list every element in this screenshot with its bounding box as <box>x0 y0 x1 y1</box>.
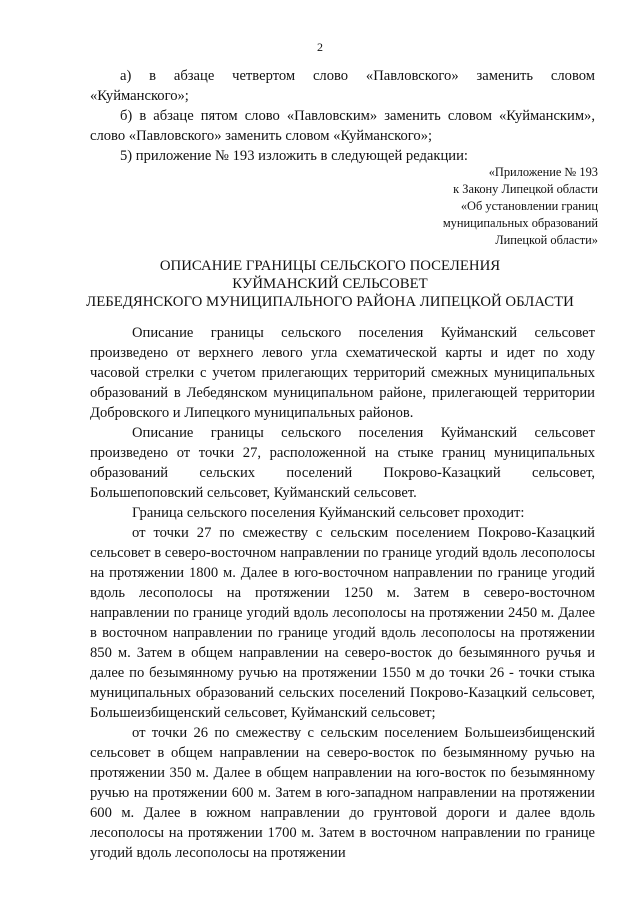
boundary-description <box>90 323 595 863</box>
page-number: 2 <box>317 40 323 54</box>
amendment-item-5: 5) приложение № 193 изложить в следующей редакции: <box>120 148 468 164</box>
amendment-item-a: а) в абзаце четвертом слово «Павловского» заменить словом «Куйманского»; <box>90 68 595 104</box>
title-line: ОПИСАНИЕ ГРАНИЦЫ СЕЛЬСКОГО ПОСЕЛЕНИЯ <box>159 258 501 274</box>
appendix-header <box>443 164 598 249</box>
body-paragraph: Описание границы сельского поселения Куйманский сельсовет произведено от верхнего левого угла схематической карты и идет по ходу часовой стрелки с учетом прилегающих территорий смежных муниципальных образований в Лебедянском муниципальном районе, прилегающей территории Добровского и Липецкого муниципальных районов. <box>90 325 595 421</box>
document-title <box>60 257 600 311</box>
body-paragraph: Граница сельского поселения Куйманский сельсовет проходит: <box>132 505 525 521</box>
appendix-line: «Приложение № 193 <box>488 165 598 179</box>
body-paragraph: Описание границы сельского поселения Куйманский сельсовет произведено от точки 27, расположенной на стыке границ муниципальных образований сельских поселений Покрово-Казацкий сельсовет, Большепоповский сельсовет, Куйманский сельсовет. <box>90 425 595 501</box>
appendix-line: Липецкой области» <box>495 233 598 247</box>
title-line: ЛЕБЕДЯНСКОГО МУНИЦИПАЛЬНОГО РАЙОНА ЛИПЕЦКОЙ ОБЛАСТИ <box>86 294 574 310</box>
amendment-list <box>90 66 595 166</box>
title-line: КУЙМАНСКИЙ СЕЛЬСОВЕТ <box>232 276 428 292</box>
appendix-line: к Закону Липецкой области <box>453 182 598 196</box>
amendment-item-b: б) в абзаце пятом слово «Павловским» заменить словом «Куйманским», слово «Павловского» заменить словом «Куйманского»; <box>90 108 595 144</box>
body-paragraph: от точки 27 по смежеству с сельским поселением Покрово-Казацкий сельсовет в северо-восточном направлении по границе угодий вдоль лесополосы на протяжении 1800 м. Далее в юго-восточном направлении по границе угодий вдоль лесополосы на протяжении 1250 м. Затем в северо-восточном направлении по границе угодий вдоль лесополосы на протяжении 2450 м. Далее в восточном направлении по границе угодий вдоль лесополосы на протяжении 850 м. Затем в общем направлении на северо-восток до безымянного ручья и далее по безымянному ручью на протяжении 1550 м до точки 26 - точки стыка муниципальных образований сельских поселений Покрово-Казацкий сельсовет, Большеизбищенский сельсовет, Куйманский сельсовет; <box>90 525 595 721</box>
appendix-line: «Об установлении границ <box>460 199 598 213</box>
appendix-line: муниципальных образований <box>442 216 598 230</box>
body-paragraph: от точки 26 по смежеству с сельским поселением Большеизбищенский сельсовет в общем направлении на северо-восток по безымянному ручью на протяжении 350 м. Далее в общем направлении на юго-восток по безымянному ручью на протяжении 600 м. Затем в юго-западном направлении на протяжении 600 м. Далее в южном направлении до грунтовой дороги и далее вдоль лесополосы на протяжении 1700 м. Затем в восточном направлении по границе угодий вдоль лесополосы на протяжении <box>90 725 595 861</box>
